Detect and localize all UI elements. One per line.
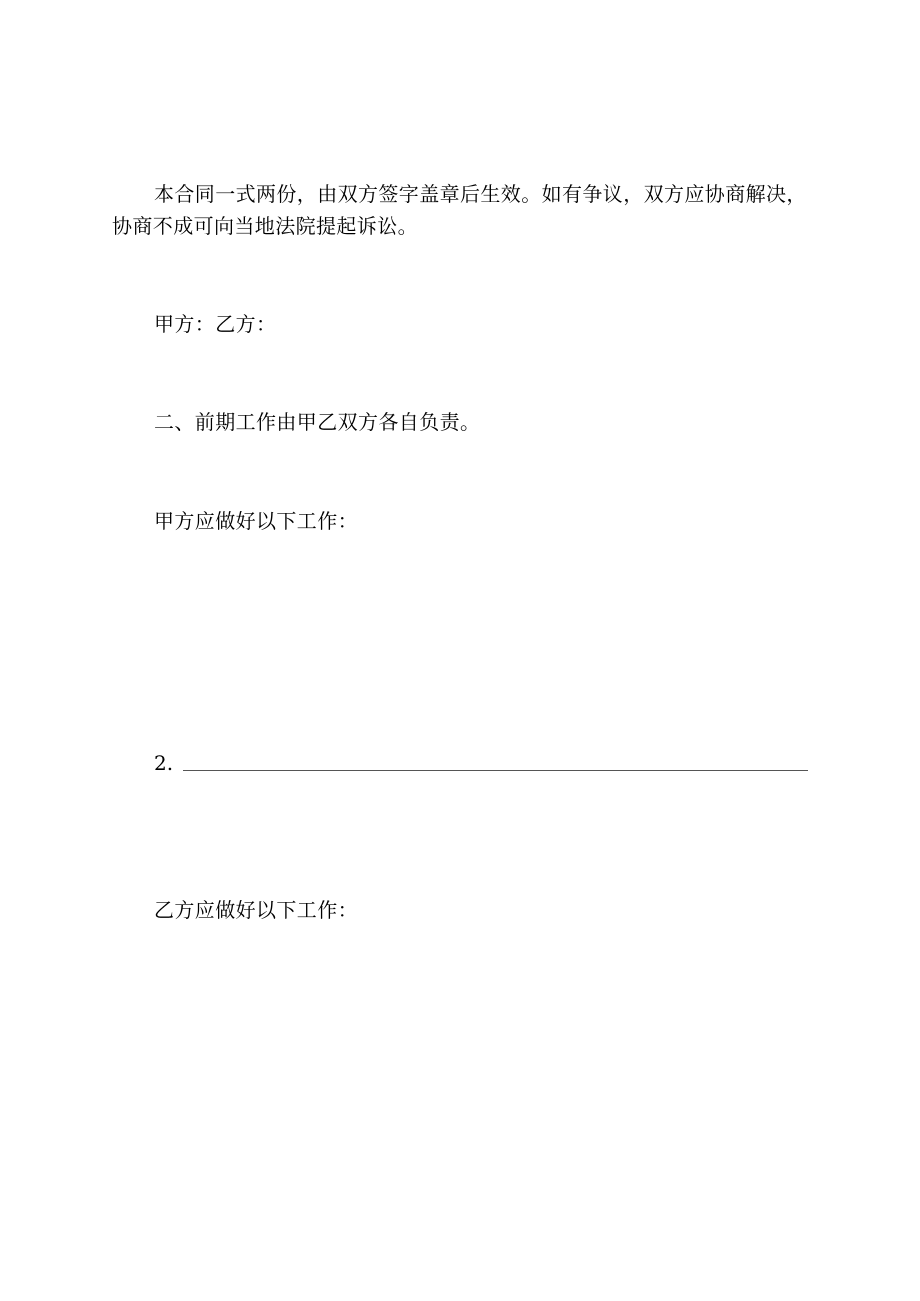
fill-in-blank-line bbox=[183, 769, 808, 771]
item-2-blank bbox=[154, 747, 808, 779]
party-a-duties-heading: 甲方应做好以下工作： bbox=[154, 509, 358, 533]
parties-signature-line: 甲方：乙方： bbox=[154, 312, 277, 336]
section-two-heading: 二、前期工作由甲乙双方各自负责。 bbox=[154, 410, 481, 434]
validity-clause: 本合同一式两份，由双方签字盖章后生效。如有争议，双方应协商解决，协商不成可向当地法院提起诉讼。 bbox=[112, 182, 807, 238]
party-b-duties-heading: 乙方应做好以下工作： bbox=[154, 898, 358, 922]
item-2-number: 2. bbox=[154, 751, 174, 775]
